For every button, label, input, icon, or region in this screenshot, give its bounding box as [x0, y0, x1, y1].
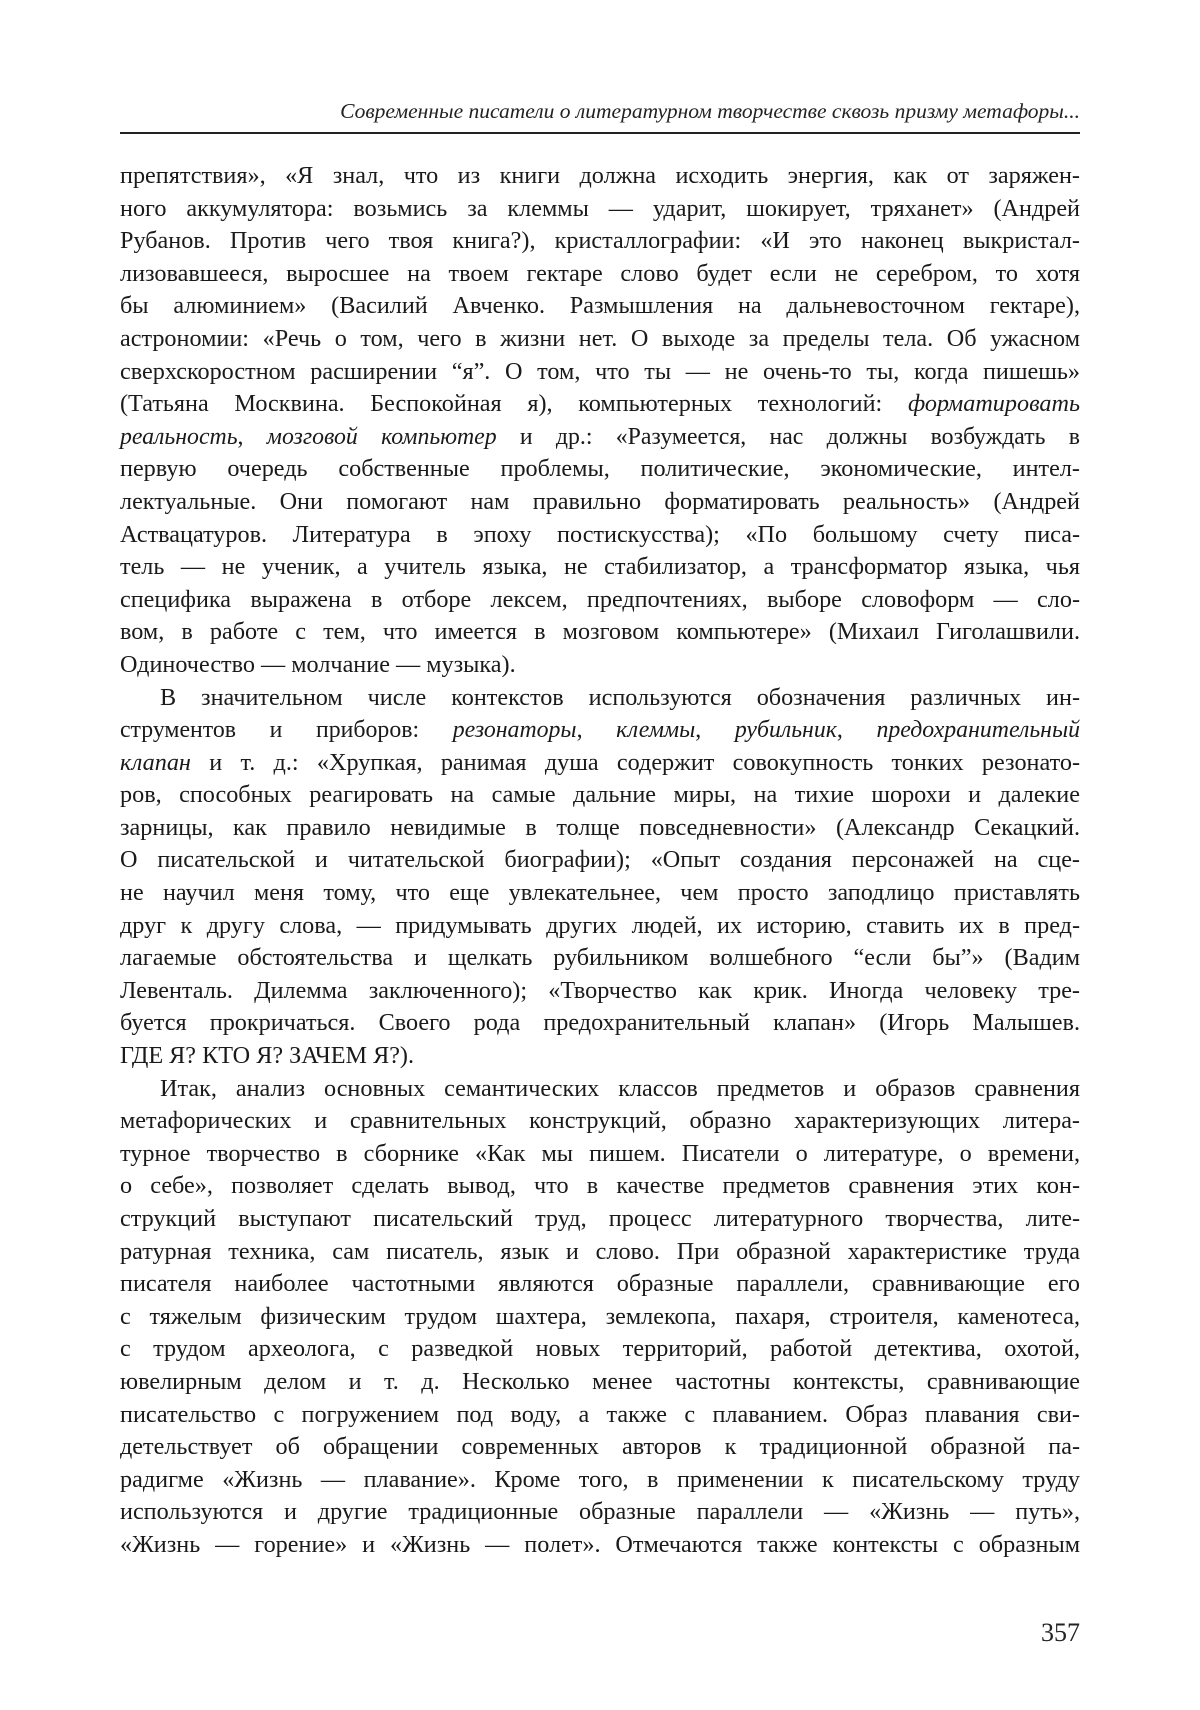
- text-segment: лагаемые обстоятельства и щелкать рубильником волшебного “если бы”» (Вадим: [120, 944, 1080, 972]
- text-line: [120, 942, 1080, 975]
- text-segment: детельствует об обращении современных авторов к традиционной образной па-: [120, 1433, 1080, 1461]
- italic-term: клапан: [120, 748, 191, 776]
- text-line: [120, 779, 1080, 812]
- text-segment: ратурная техника, сам писатель, язык и слово. При образной характеристике труда: [120, 1237, 1080, 1265]
- text-segment: ГДЕ Я? КТО Я? ЗАЧЕМ Я?).: [120, 1042, 415, 1070]
- text-segment: лизовавшееся, выросшее на твоем гектаре слово будет если не серебром, то хотя: [120, 259, 1080, 287]
- text-line: [120, 975, 1080, 1008]
- italic-term: форматировать: [907, 390, 1080, 418]
- text-segment: Аствацатуров. Литература в эпоху постискусства); «По большому счету писа-: [120, 520, 1080, 548]
- text-segment: вом, в работе с тем, что имеется в мозговом компьютере» (Михаил Гиголашвили.: [120, 618, 1080, 646]
- text-segment: друг к другу слова, — придумывать других людей, их историю, ставить их в пред-: [120, 911, 1080, 939]
- text-line: [120, 160, 1080, 193]
- text-segment: струментов и приборов:: [120, 717, 453, 744]
- text-segment: астрономии: «Речь о том, чего в жизни нет. О выходе за пределы тела. Об ужасном: [120, 324, 1080, 352]
- text-segment: ,: [576, 717, 617, 744]
- italic-term: мозговой компьютер: [266, 423, 497, 450]
- text-segment: с тяжелым физическим трудом шахтера, землекопа, пахаря, строителя, каменотеса,: [120, 1302, 1080, 1330]
- text-line: [120, 1040, 1080, 1073]
- italic-term: реальность: [120, 423, 238, 450]
- text-segment: ров, способных реагировать на самые дальние миры, на тихие шорохи и далекие: [120, 781, 1080, 809]
- text-line: [120, 1073, 1080, 1106]
- text-line: [120, 682, 1080, 715]
- text-line: [120, 649, 1080, 682]
- text-segment: В значительном числе контекстов используются обозначения различных ин-: [160, 683, 1080, 711]
- text-line: [120, 421, 1080, 454]
- text-segment: буется прокричаться. Своего рода предохранительный клапан» (Игорь Малышев.: [120, 1009, 1080, 1037]
- text-segment: Левенталь. Дилемма заключенного); «Творчество как крик. Иногда человеку тре-: [120, 976, 1080, 1004]
- text-segment: ,: [237, 423, 267, 450]
- text-line: [120, 1366, 1080, 1399]
- text-segment: радигме «Жизнь — плавание». Кроме того, в применении к писательскому труду: [120, 1465, 1080, 1493]
- text-segment: первую очередь собственные проблемы, политические, экономические, интел-: [120, 455, 1080, 483]
- italic-term: предохранительный: [876, 717, 1080, 744]
- text-line: [120, 486, 1080, 519]
- text-segment: о себе», позволяет сделать вывод, что в качестве предметов сравнения этих кон-: [120, 1172, 1080, 1200]
- text-segment: тель — не ученик, а учитель языка, не стабилизатор, а трансформатор языка, чья: [120, 553, 1080, 581]
- text-segment: ,: [695, 717, 735, 744]
- text-line: [120, 290, 1080, 323]
- text-segment: метафорических и сравнительных конструкций, образно характеризующих литера-: [120, 1107, 1080, 1135]
- italic-term: резонаторы: [452, 717, 577, 744]
- text-line: [120, 453, 1080, 486]
- text-segment: (Татьяна Москвина. Беспокойная я), компьютерных технологий:: [120, 390, 908, 418]
- header-rule: [120, 132, 1080, 134]
- text-line: [120, 1203, 1080, 1236]
- text-line: [120, 356, 1080, 389]
- text-segment: Одиночество — молчание — музыка).: [120, 650, 516, 678]
- text-segment: «Жизнь — горение» и «Жизнь — полет». Отмечаются также контексты с образным: [120, 1530, 1080, 1558]
- text-segment: О писательской и читательской биографии); «Опыт создания персонажей на сце-: [120, 846, 1080, 874]
- text-segment: и др.: «Разумеется, нас должны возбуждать в: [496, 423, 1080, 450]
- text-segment: не научил меня тому, что еще увлекательнее, чем просто заподлицо приставлять: [120, 879, 1080, 907]
- italic-term: клеммы: [616, 717, 696, 744]
- text-line: [120, 1170, 1080, 1203]
- text-segment: зарницы, как правило невидимые в толще повседневности» (Александр Секацкий.: [120, 813, 1080, 841]
- text-segment: специфика выражена в отборе лексем, предпочтениях, выборе словоформ — сло-: [120, 585, 1080, 613]
- text-line: [120, 1007, 1080, 1040]
- text-line: [120, 616, 1080, 649]
- text-segment: писательство с погружением под воду, а также с плаванием. Образ плавания сви-: [120, 1400, 1080, 1428]
- text-line: [120, 1105, 1080, 1138]
- text-segment: писателя наиболее частотными являются образные параллели, сравнивающие его: [120, 1270, 1080, 1298]
- text-line: [120, 388, 1080, 421]
- text-line: [120, 1301, 1080, 1334]
- text-segment: турное творчество в сборнике «Как мы пишем. Писатели о литературе, о времени,: [120, 1139, 1080, 1167]
- text-line: [120, 1333, 1080, 1366]
- text-segment: струкций выступают писательский труд, процесс литературного творчества, лите-: [120, 1205, 1080, 1232]
- text-line: [120, 1529, 1080, 1562]
- text-line: [120, 844, 1080, 877]
- text-line: [120, 225, 1080, 258]
- body-text: [120, 160, 1080, 1562]
- text-line: [120, 519, 1080, 552]
- text-segment: используются и другие традиционные образные параллели — «Жизнь — путь»,: [120, 1498, 1080, 1526]
- page-number: 357: [1041, 1618, 1080, 1647]
- text-segment: препятствия», «Я знал, что из книги должна исходить энергия, как от заряжен-: [120, 162, 1080, 189]
- text-line: [120, 584, 1080, 617]
- text-line: [120, 1464, 1080, 1497]
- italic-term: рубильник: [734, 717, 837, 744]
- text-line: [120, 877, 1080, 910]
- text-line: [120, 1138, 1080, 1171]
- text-line: [120, 714, 1080, 747]
- text-line: [120, 323, 1080, 356]
- text-segment: с трудом археолога, с разведкой новых территорий, работой детектива, охотой,: [120, 1335, 1080, 1363]
- text-segment: сверхскоростном расширении “я”. О том, что ты — не очень-то ты, когда пишешь»: [120, 357, 1080, 385]
- text-line: [120, 258, 1080, 291]
- running-header: Современные писатели о литературном творчестве сквозь призму метафоры...: [340, 99, 1080, 123]
- text-segment: ного аккумулятора: возьмись за клеммы — ударит, шокирует, тряханет» (Андрей: [120, 194, 1080, 222]
- text-segment: бы алюминием» (Василий Авченко. Размышления на дальневосточном гектаре),: [120, 292, 1080, 320]
- text-line: [120, 910, 1080, 943]
- text-line: [120, 1431, 1080, 1464]
- text-segment: лектуальные. Они помогают нам правильно форматировать реальность» (Андрей: [120, 487, 1080, 515]
- text-segment: Рубанов. Против чего твоя книга?), кристаллографии: «И это наконец выкристал-: [120, 227, 1080, 255]
- text-line: [120, 812, 1080, 845]
- text-segment: ювелирным делом и т. д. Несколько менее частотны контексты, сравнивающие: [120, 1367, 1080, 1395]
- text-segment: ,: [836, 717, 877, 744]
- text-line: [120, 1496, 1080, 1529]
- text-segment: Итак, анализ основных семантических классов предметов и образов сравнения: [160, 1074, 1080, 1102]
- text-line: [120, 747, 1080, 780]
- text-line: [120, 551, 1080, 584]
- text-line: [120, 1268, 1080, 1301]
- text-line: [120, 193, 1080, 226]
- text-line: [120, 1399, 1080, 1432]
- text-line: [120, 1236, 1080, 1269]
- text-segment: и т. д.: «Хрупкая, ранимая душа содержит совокупность тонких резонато-: [190, 748, 1080, 776]
